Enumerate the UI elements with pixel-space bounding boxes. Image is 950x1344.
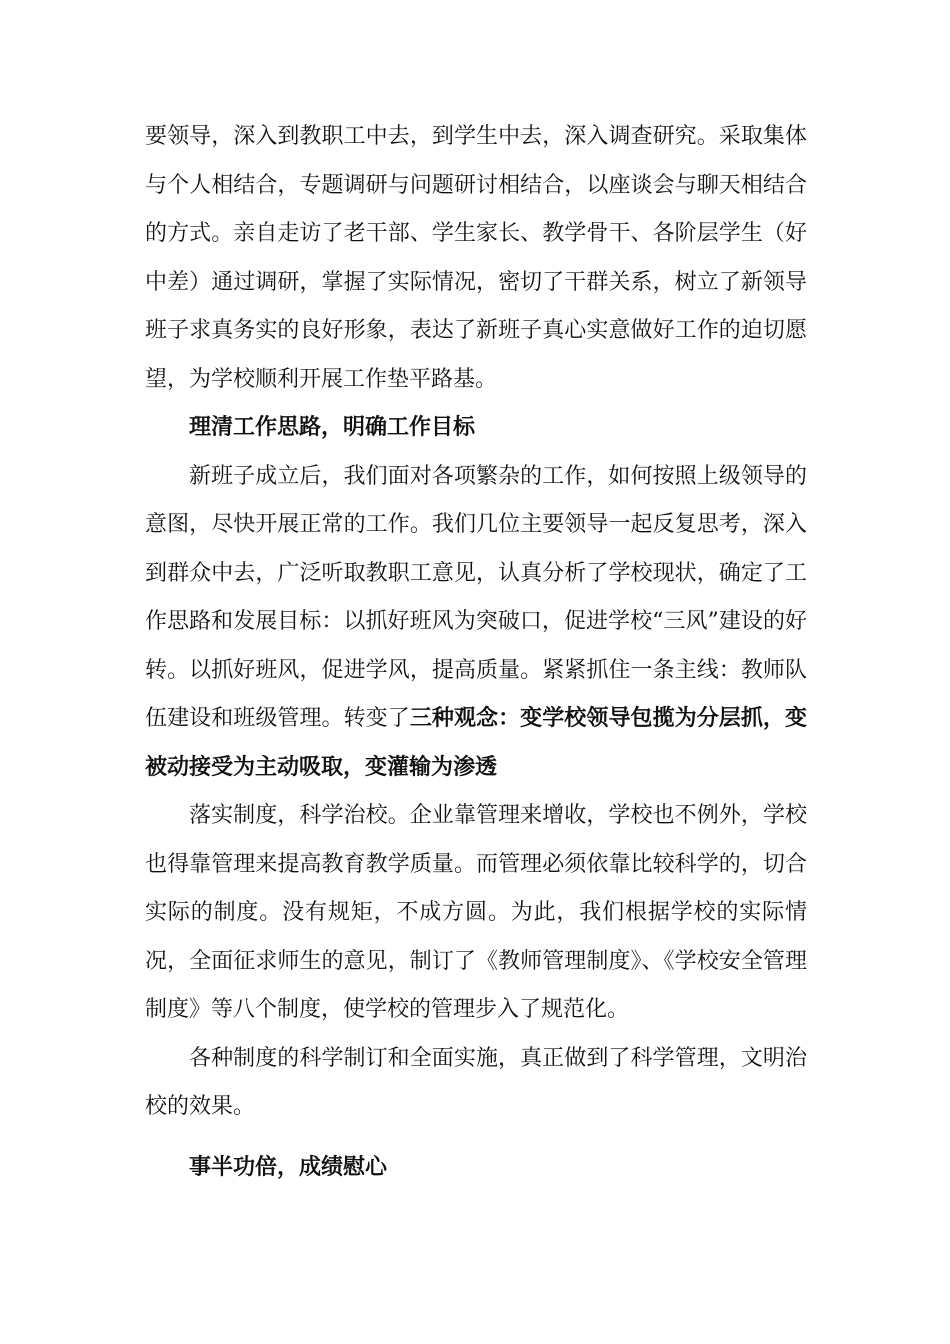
heading-results: 事半功倍，成绩慰心 [189, 1154, 388, 1180]
paragraph-three-concepts: 三种观念：变学校领导包揽为分层抓，变被动接受为主动吸取，变灌输为渗透 [145, 706, 807, 780]
paragraph-new-team-text: 新班子成立后，我们面对各项繁杂的工作，如何按照上级领导的意图，尽快开展正常的工作。我们几位主要领导一起反复思考，深入到群众中去，广泛听取教职工意见，认真分析了学校现状，确定了工作思路和发展目标：以抓好班风为突破口，促进学校“三风”建设的好转。以抓好班风，促进学风，提高质量。紧紧抓住一条主线：教师队伍建设和班级管理。转变了 [145, 463, 807, 731]
paragraph-research: 要领导，深入到教职工中去，到学生中去，深入调查研究。采取集体与个人相结合，专题调研与问题研讨相结合，以座谈会与聊天相结合的方式。亲自走访了老干部、学生家长、教学骨干、各阶层学生（好中差）通过调研，掌握了实际情况，密切了干群关系，树立了新领导班子求真务实的良好形象，表达了新班子真心实意做好工作的迫切愿望，为学校顺利开展工作垫平路基。 [145, 124, 807, 392]
heading-work-ideas: 理清工作思路，明确工作目标 [189, 415, 476, 440]
paragraph-rules: 落实制度，科学治校。企业靠管理来增收，学校也不例外，学校也得靠管理来提高教育教学质量。而管理必须依靠比较科学的，切合实际的制度。没有规矩，不成方圆。为此，我们根据学校的实际情况，全面征求师生的意见，制订了《教师管理制度》、《学校安全管理制度》等八个制度，使学校的管理步入了规范化。 [145, 803, 807, 1022]
paragraph-new-team [145, 453, 807, 793]
paragraph-rules-effect: 各种制度的科学制订和全面实施，真正做到了科学管理，文明治校的效果。 [145, 1045, 807, 1119]
document-body [145, 113, 807, 1192]
